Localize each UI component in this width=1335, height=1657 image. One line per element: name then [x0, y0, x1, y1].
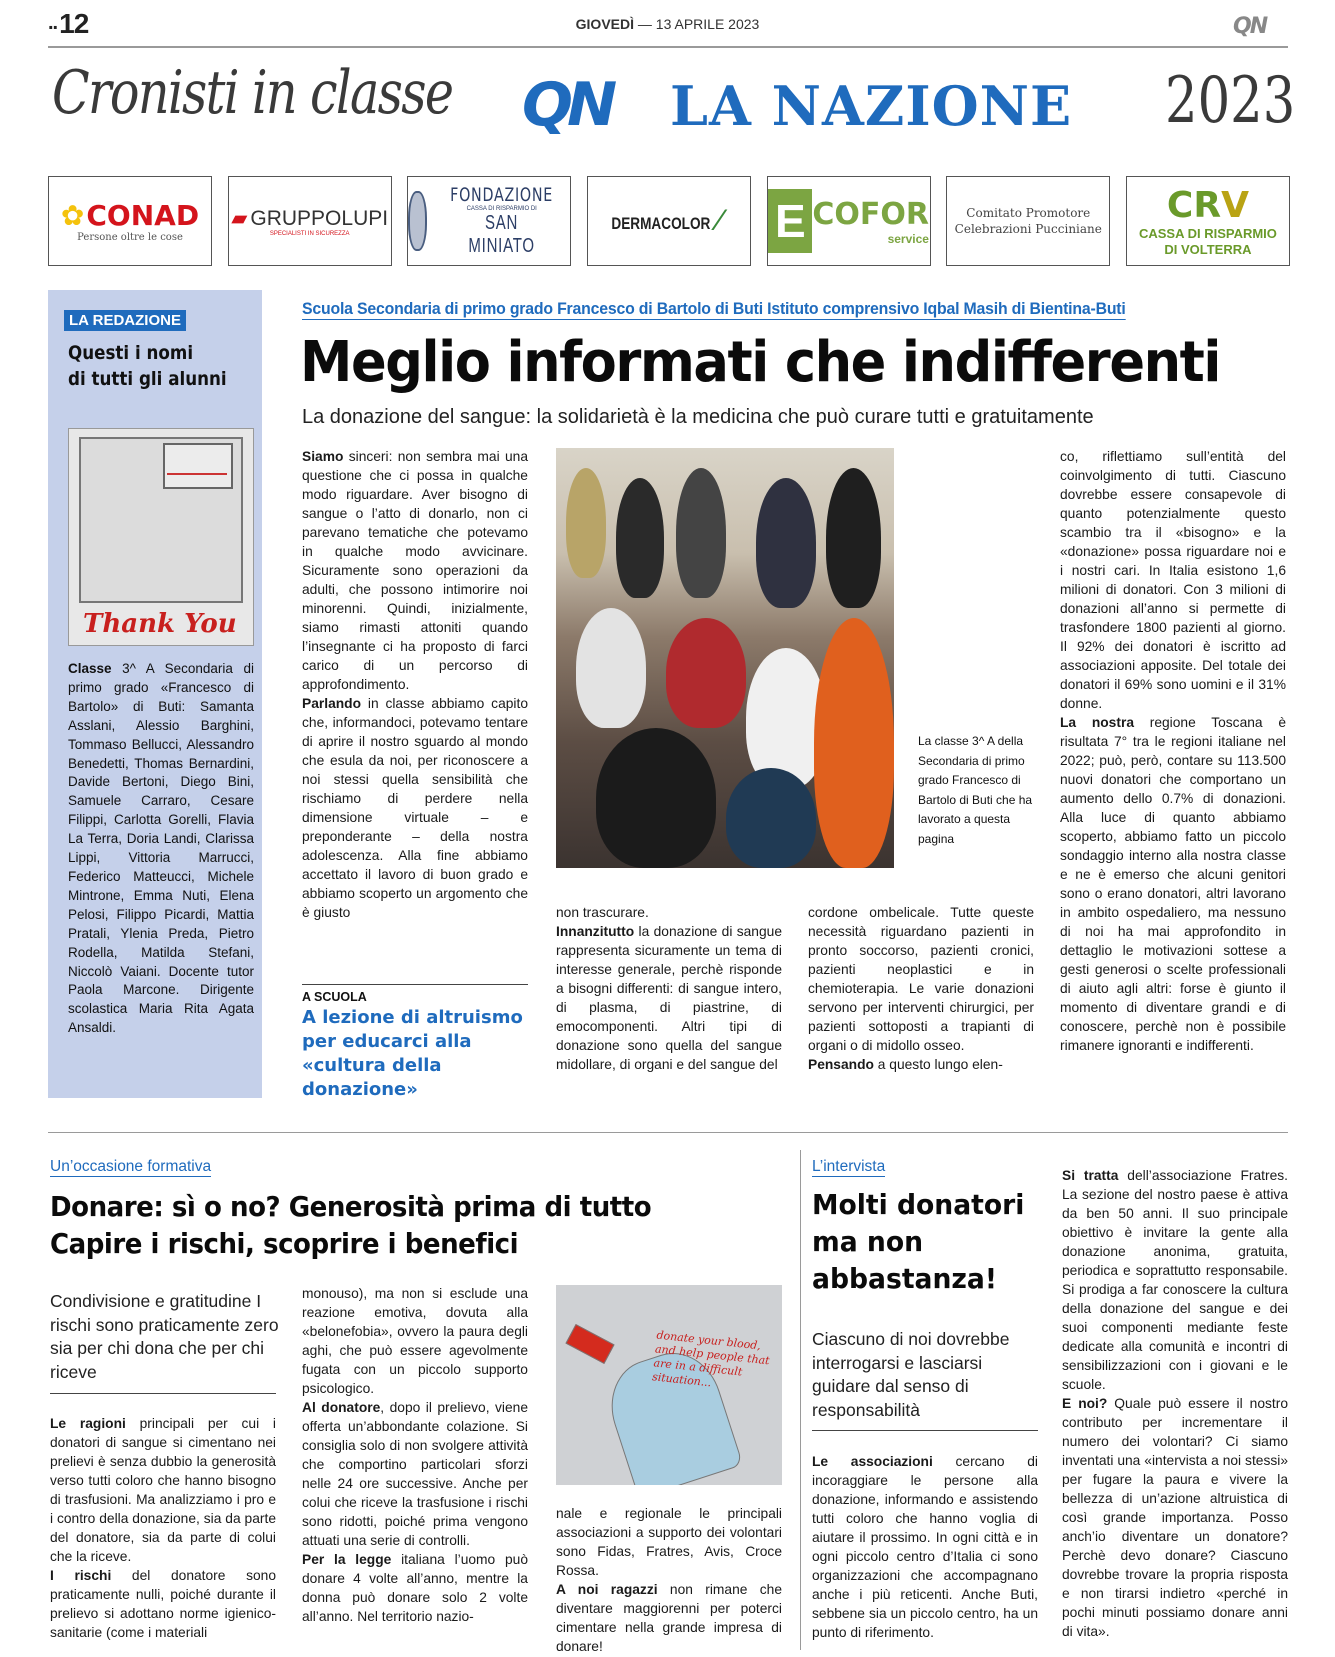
article-column-1	[302, 447, 528, 922]
sponsor-name-2: DI VOLTERRA	[1164, 241, 1252, 257]
article2-headline	[50, 1188, 651, 1262]
paragraph-text: dell’associazione Fratres. La sezione del nostro paese è attiva da ben 50 anni. Il suo principale obiettivo è invitare la gente alla donazione anonima, gratuita, periodica e soprattutto responsabile. Si prodiga a far conoscere la cultura della donazione del sangue e dei suoi componenti mediante feste dedicate alla comunità e incontri di sensibilizzazioni con i giovani e le scuole.	[1062, 1168, 1289, 1392]
photo-caption: La classe 3^ A della Secondaria di primo grado Francesco di Bartolo di Buti che ha lavorato a questa pagina	[918, 734, 1033, 846]
sponsor-bar	[48, 176, 1290, 266]
thank-you-drawing	[68, 428, 254, 646]
section-title: Cronisti in classe	[52, 58, 453, 128]
sponsor-tagline: SPECIALISTI IN SICUREZZA	[269, 230, 350, 237]
sponsor-tagline: Persone oltre le cose	[77, 232, 183, 243]
school-kicker: Scuola Secondaria di primo grado Francesco di Bartolo di Buti Istituto comprensivo Iqbal Masih di Bientina-Buti	[302, 300, 1126, 318]
qn-corner-logo: QN	[1233, 14, 1267, 39]
sidebox-label: A SCUOLA	[302, 990, 367, 1004]
article3-subhead: Ciascuno di noi dovrebbe interrogarsi e lasciarsi guidare dal senso di responsabilità	[812, 1329, 1010, 1420]
article2-column-1	[50, 1414, 276, 1642]
sponsor-gruppolupi[interactable]	[228, 176, 392, 266]
article2-subhead: Condivisione e gratitudine I rischi sono praticamente zero sia per chi dona che per chi riceve	[50, 1291, 279, 1382]
article-column-3	[808, 903, 1034, 1074]
sponsor-name: Comitato Promotore	[966, 206, 1091, 220]
article-column-4	[1060, 447, 1286, 1055]
students-list	[68, 660, 254, 1038]
sponsor-name: DERMACOLOR ⟋	[611, 205, 726, 237]
lead-word: Pensando	[808, 1057, 874, 1072]
sidebar-title-line: Questi i nomi	[68, 342, 194, 364]
sponsor-name: ▰ GRUPPOLUPI	[231, 206, 388, 231]
main-subhead: La donazione del sangue: la solidarietà è la medicina che può curare tutti e gratuitamente	[302, 406, 1094, 428]
photo-figure	[566, 468, 606, 578]
paragraph-text: sinceri: non sembra mai una questione che ci possa in qualche modo riguardare. Aver bisogno di sangue o l’atto di donarlo, non ci parevano tematiche che potevamo in qualche modo avvicinare. Sicuramente sono operazioni da adulti, che possono intimorire noi minorenni. Quindi, inizialmente, siamo rimasti attoniti quando l’insegnante ci ha proposto di farci carico di un percorso di approfondimento.	[302, 449, 528, 692]
article3-column-2	[1062, 1166, 1288, 1641]
crv-logo	[1167, 185, 1249, 226]
headline-line: Capire i rischi, scoprire i benefici	[50, 1227, 519, 1260]
lead-word: Innanzitutto	[556, 924, 635, 939]
paragraph-text: cercano di incoraggiare le persone alla donazione, informando e assistendo tutti coloro che hanno voglia di aiutare il prossimo. In ogni città e in ogni piccolo centro d’Italia ci sono organizzazioni che accompagnano anche i più reticenti. Anche Buti, sebbene sia un piccolo centro, ha un punto di riferimento.	[812, 1454, 1038, 1640]
lead-word: E noi?	[1062, 1396, 1108, 1411]
article-column-2	[556, 903, 782, 1074]
article2-column-3	[556, 1504, 782, 1656]
sponsor-name: ✿ CONAD	[61, 199, 199, 232]
lead-word: Parlando	[302, 696, 362, 711]
page-number-value: 12	[59, 8, 89, 39]
photo-figure	[596, 728, 716, 868]
ecg-line-icon	[167, 457, 227, 475]
main-headline: Meglio informati che indifferenti	[300, 330, 1221, 395]
photo-figure	[814, 618, 894, 868]
paragraph-text: del donatore sono praticamente nulli, poiché durante il prelievo si adottano norme igienico-sanitarie (come i materiali	[50, 1568, 276, 1640]
drawing-caption: Thank You	[83, 609, 237, 639]
paragraph-text: regione Toscana è risultata 7° tra le regioni italiane nel 2022; può, però, contare su 113.500 nuovi donatori che comportano un aumento dello 0.7% di donazioni. Alla luce di quanto abbiamo scoperto, abbiamo fatto un piccolo sondaggio interno alla nostra classe e ne è emerso che alcuni genitori sono o erano donatori, altri lavorano in ambito ospedaliero, ma nessuno di noi ha mai approfondito in dettaglio le motivazioni sottese a gesti generosi o scelte professionali di aiuto agli altri: forse è giunto il momento di diventare grandi e di conoscere, perchè non è possibile rimanere ignoranti e indifferenti.	[1060, 715, 1286, 1053]
paragraph-text: monouso), ma non si esclude una reazione emotiva, dovuta alla «belonefobia», ovvero la paura degli aghi, che può essere agevolmente fugata con un piccolo supporto psicologico.	[302, 1286, 528, 1396]
article3-column-1	[812, 1452, 1038, 1642]
newspaper-name: LA NAZIONE	[670, 74, 1073, 138]
lead-word: Siamo	[302, 449, 344, 464]
sponsor-name-2: SAN MINIATO	[468, 212, 535, 257]
crest-icon	[408, 191, 427, 251]
photo-figure	[616, 478, 664, 598]
lead-word: Classe	[68, 661, 112, 676]
paragraph-text: , dopo il prelievo, viene offerta un’abbondante colazione. Si consiglia solo di non svolgere attività che comportino particolari sforzi nelle 24 ore successive. Anche per colui che riceve la trasfusione i rischi sono ridotti, poiché prima vengono attuati una serie di controlli.	[302, 1400, 528, 1548]
qn-logo: QN	[522, 70, 612, 140]
sponsor-ecofor[interactable]	[767, 176, 931, 266]
header-divider	[48, 46, 1288, 48]
class-photo	[556, 448, 894, 868]
subhead-divider	[50, 1393, 276, 1394]
sponsor-name-2: Celebrazioni Pucciniane	[954, 222, 1102, 236]
sponsor-name: CASSA DI RISPARMIO	[1138, 225, 1277, 241]
article2-column-2	[302, 1284, 528, 1626]
column-divider	[800, 1150, 801, 1650]
issue-date	[0, 16, 1335, 32]
crv-logo-cr: CR	[1166, 184, 1222, 226]
paragraph-text: principali per cui i donatori di sangue si cimentano nei prelievi è senza dubbio la generosità verso tutti coloro che hanno bisogno di trasfusioni. Ma analizziamo i pro e i contro della donazione, sia da parte del donatore, sia da parte di colui che la riceve.	[50, 1416, 276, 1564]
photo-figure	[666, 618, 746, 728]
crv-logo-v: V	[1221, 184, 1249, 226]
paragraph-text: co, riflettiamo sull’entità del coinvolgimento di tutti. Ciascuno dovrebbe essere consapevole di quanto potenzialmente questo scambio tra il «bisogno» e la «donazione» possa riguardare noi e i nostri cari. In Italia esistono 1,6 milioni di donatori. Con 3 milioni di donazioni all’anno si permette di trasfondere 1800 pazienti al giorno. Il 92% dei donatori è iscritto ad associazioni apposite. Del totale dei donatori il 69% sono uomini e il 31% donne.	[1060, 449, 1286, 711]
lead-word: Si tratta	[1062, 1168, 1119, 1183]
paragraph-text: non trascurare.	[556, 905, 649, 920]
photo-figure	[676, 468, 726, 598]
redazione-badge: LA REDAZIONE	[64, 310, 186, 331]
weekday: GIOVEDÌ	[575, 16, 635, 32]
paragraph-text: in classe abbiamo capito che, informandoci, potevamo tentare di aprire il nostro sguardo al mondo che esula da noi, per riconoscere a noi stessi quella sensibilità che rischiamo di perdere nella dimensione virtuale – e preponderante – della nostra adolescenza. Alla fine abbiamo accettato il lavoro di buon grado e abbiamo scoperto un argomento che è giusto	[302, 696, 528, 920]
section-divider	[48, 1132, 1288, 1133]
sponsor-dermacolor[interactable]	[587, 176, 751, 266]
sponsor-name: FONDAZIONE	[450, 184, 554, 206]
sponsor-crv[interactable]	[1126, 176, 1290, 266]
lead-word: Per la legge	[302, 1552, 392, 1567]
photo-figure	[576, 608, 646, 728]
ecofor-e-icon: E	[768, 189, 812, 253]
paragraph-text: italiana l’uomo può donare 4 volte all’anno, mentre la donna può donare solo 2 volte all’anno. Nel territorio nazio-	[302, 1552, 529, 1624]
paragraph-text: non rimane che diventare maggiorenni per poterci cimentare nella grande impresa di donare!	[556, 1582, 782, 1654]
sponsor-conad[interactable]	[48, 176, 212, 266]
paragraph-text: cordone ombelicale. Tutte queste necessità riguardano pazienti in pronto soccorso, pazienti cronici, pazienti neoplastici e in chemioterapia. Le varie donazioni servono per interventi chirurgici, per pazienti sottoposti a trapianti di organi o di midollo osseo.	[808, 905, 1034, 1053]
lead-word: Al donatore	[302, 1400, 381, 1415]
lead-word: Le associazioni	[812, 1454, 933, 1469]
article3-headline: Molti donatori ma non abbastanza!	[812, 1188, 1025, 1295]
lead-word: A noi ragazzi	[556, 1582, 658, 1597]
sponsor-name: COFOR	[812, 196, 929, 232]
photo-figure	[726, 768, 816, 868]
donate-blood-drawing	[556, 1285, 782, 1485]
date: — 13 APRILE 2023	[637, 16, 760, 32]
blood-vial-icon	[565, 1324, 614, 1364]
sponsor-fondazione-san-miniato[interactable]	[407, 176, 571, 266]
page-dots: ..	[48, 12, 58, 34]
paragraph-text: a questo lungo elen-	[873, 1057, 1003, 1072]
students-text: 3^ A Secondaria di primo grado «Francesco di Bartolo» di Buti: Samanta Asslani, Alessio Barghini, Tommaso Bellucci, Alessandro Benedetti, Thomas Bernardini, Davide Bertoni, Diego Bini, Samuele Carraro, Cesare Filippi, Carlotta Gorelli, Flavia La Terra, Doria Landi, Clarissa Lippi, Vittoria Marrucci, Federico Matteucci, Michele Mintrone, Emma Nuti, Elena Pelosi, Filippo Picardi, Mattia Pratali, Ylenia Preda, Pietro Rodella, Matilda Stefani, Niccolò Vaiani. Docente tutor Paola Marcone. Dirigente scolastica Maria Rita Agata Ansaldi.	[68, 661, 254, 1036]
subhead-divider	[812, 1430, 1038, 1431]
lead-word: Le ragioni	[50, 1416, 126, 1431]
sidebox-divider	[302, 984, 528, 985]
drawing-handwriting: donate your blood, and help people that are in a difficult situation...	[651, 1328, 771, 1390]
paragraph-text: Quale può essere il nostro contributo per incrementare il numero dei volontari? Ci siamo inventati una «intervista a noi stessi» per fugare la paura e vivere la bellezza di un’azione altruistica di così grande importanza. Posso anch’io diventare un donatore? Perchè devo donare? Ciascuno dovrebbe trovare la propria risposta e non tirarsi indietro «perché in pochi minuti possiamo donare anni di vita».	[1062, 1396, 1288, 1639]
masthead-year: 2023	[1165, 64, 1296, 138]
sidebox-title: A lezione di altruismo per educarci alla «cultura della donazione»	[302, 1007, 523, 1100]
sidebar-title	[68, 340, 244, 392]
article2-kicker: Un’occasione formativa	[50, 1158, 212, 1175]
paragraph-text: nale e regionale le principali associazioni a supporto dei volontari sono Fidas, Fratres, Avis, Croce Rossa.	[556, 1506, 782, 1578]
photo-figure	[826, 468, 881, 608]
sponsor-comitato-pucciniane[interactable]	[946, 176, 1110, 266]
sidebar-title-line: di tutti gli alunni	[68, 368, 227, 390]
photo-figure	[756, 478, 816, 608]
headline-line: Donare: sì o no? Generosità prima di tutto	[50, 1190, 652, 1223]
lead-word: I rischi	[50, 1568, 112, 1583]
sponsor-tagline: CASSA DI RISPARMIO DI	[466, 206, 537, 212]
sponsor-tagline: service	[887, 231, 929, 246]
article3-kicker: L’intervista	[812, 1158, 886, 1175]
lead-word: La nostra	[1060, 715, 1134, 730]
paragraph-text: la donazione di sangue rappresenta sicuramente un tema di interesse generale, perchè risponde a bisogni differenti: di sangue intero, di plasma, di piastrine, di emocomponenti. Altri tipi di donazione sono quella del sangue midollare, di organi e del sangue del	[556, 924, 782, 1072]
